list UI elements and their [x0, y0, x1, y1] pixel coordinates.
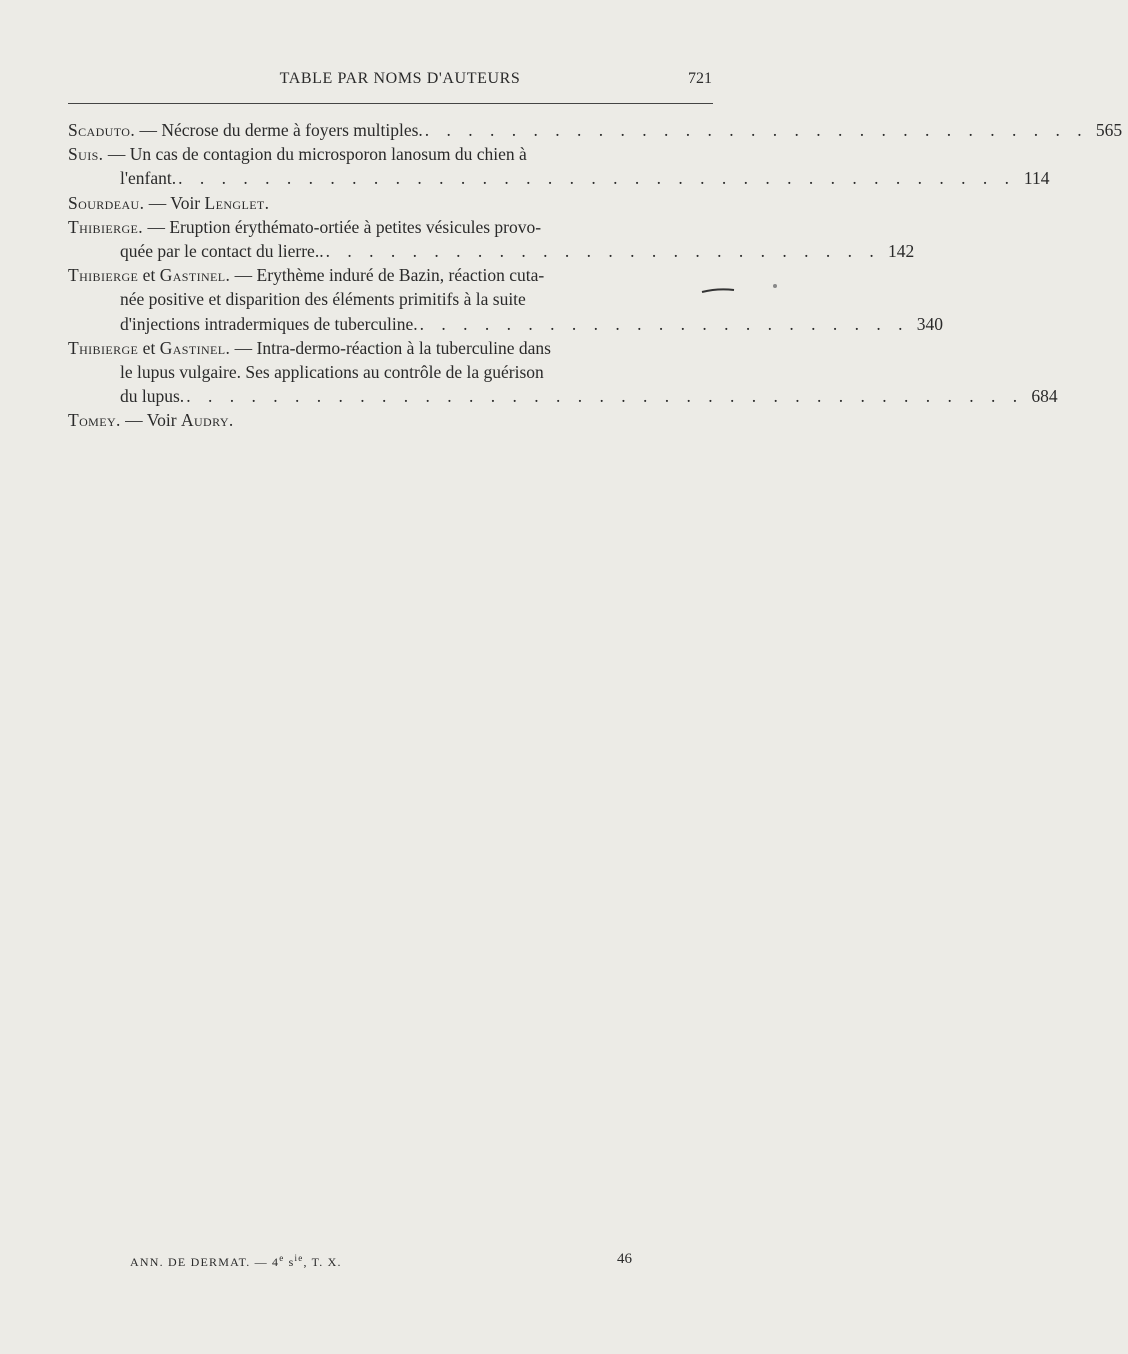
footer-series-sup: e: [279, 1253, 285, 1263]
index-entry: [68, 215, 915, 263]
footer-journal: ANN. DE DERMAT. —: [130, 1255, 268, 1269]
entry-line: [68, 336, 716, 360]
page-reference: 565: [1095, 120, 1123, 140]
footer-series-number: 4: [272, 1255, 280, 1269]
entry-line: [68, 384, 1058, 408]
page-number: 721: [688, 70, 712, 87]
cross-reference: Lenglet.: [204, 192, 270, 213]
index-entry: [68, 408, 716, 432]
entry-title: le lupus vulgaire. Ses applications au contrôle de la guérison: [120, 361, 544, 382]
entry-line: [68, 408, 716, 432]
entry-title: — Voir: [148, 192, 201, 213]
dot-leader: . . . . . . . . . . . . . . . . . . . . . . . . . . . . . . .: [424, 120, 1089, 140]
header-rule: [68, 103, 713, 104]
index-entry: [68, 191, 716, 215]
index-entry: [68, 336, 1058, 409]
entry-title: — Intra-dermo-réaction à la tuberculine dans: [234, 337, 551, 358]
entry-line: [68, 360, 716, 384]
footer-series-sup: ie: [294, 1253, 304, 1263]
index-entry: [68, 142, 1050, 190]
author-name: Scaduto.: [68, 120, 136, 140]
author-name: Thibierge: [68, 265, 139, 286]
author-conjunction: et: [142, 265, 156, 286]
dot-leader: . . . . . . . . . . . . . . . . . . . . . . . . . . . . . . . . . . . . . . .: [178, 168, 1016, 189]
entry-line: [68, 215, 716, 239]
author-conjunction: et: [142, 337, 156, 358]
page-reference: 340: [916, 313, 944, 334]
entry-title: du lupus.: [120, 386, 185, 407]
entry-title: d'injections intradermiques de tuberculine.: [120, 313, 418, 334]
footer-tome: , T. X.: [303, 1255, 342, 1269]
dot-leader: . . . . . . . . . . . . . . . . . . . . . . . . . . . . . . . . . . . . . . .: [186, 386, 1024, 407]
margin-ink-dot: [773, 284, 777, 288]
index-entry: [68, 263, 944, 336]
dot-leader: . . . . . . . . . . . . . . . . . . . . . . . . . .: [325, 240, 881, 261]
author-index-entries: [68, 118, 1123, 432]
dot-leader: . . . . . . . . . . . . . . . . . . . . . . .: [419, 313, 910, 334]
entry-title: l'enfant.: [120, 168, 177, 189]
entry-line: [68, 312, 944, 336]
page-reference: 684: [1031, 386, 1058, 407]
footer-signature: [130, 1253, 342, 1270]
page-reference: 114: [1023, 168, 1050, 189]
margin-ink-mark: [700, 288, 736, 294]
entry-line: [68, 118, 1123, 142]
entry-line: [68, 166, 1050, 190]
running-header-title: TABLE PAR NOMS D'AUTEURS: [279, 70, 521, 87]
cross-reference: Audry.: [180, 410, 234, 431]
entry-title: quée par le contact du lierre..: [120, 240, 324, 261]
entry-line: [68, 239, 915, 263]
entry-line: [68, 287, 716, 311]
footer-series-word: s: [288, 1255, 295, 1269]
entry-line: [68, 191, 716, 215]
index-entry: [68, 118, 1123, 142]
entry-title: — Eruption érythémato-ortiée à petites vésicules provo-: [147, 216, 542, 237]
author-name: Sourdeau.: [68, 192, 145, 213]
entry-title: née positive et disparition des éléments primitifs à la suite: [120, 289, 526, 310]
entry-title: — Nécrose du derme à foyers multiples.: [139, 120, 423, 140]
page-reference: 142: [887, 240, 915, 261]
entry-title: — Erythème induré de Bazin, réaction cuta-: [234, 265, 545, 286]
author-name: Tomey.: [68, 410, 121, 431]
entry-line: [68, 263, 716, 287]
author-name: Suis.: [68, 144, 104, 165]
entry-title: — Un cas de contagion du microsporon lanosum du chien à: [107, 144, 527, 165]
entry-line: [68, 142, 716, 166]
author-name: Gastinel.: [159, 337, 231, 358]
signature-mark: 46: [617, 1251, 632, 1267]
author-name: Thibierge.: [68, 216, 144, 237]
entry-title: — Voir: [125, 410, 177, 431]
author-name: Gastinel.: [159, 265, 231, 286]
author-name: Thibierge: [68, 337, 139, 358]
